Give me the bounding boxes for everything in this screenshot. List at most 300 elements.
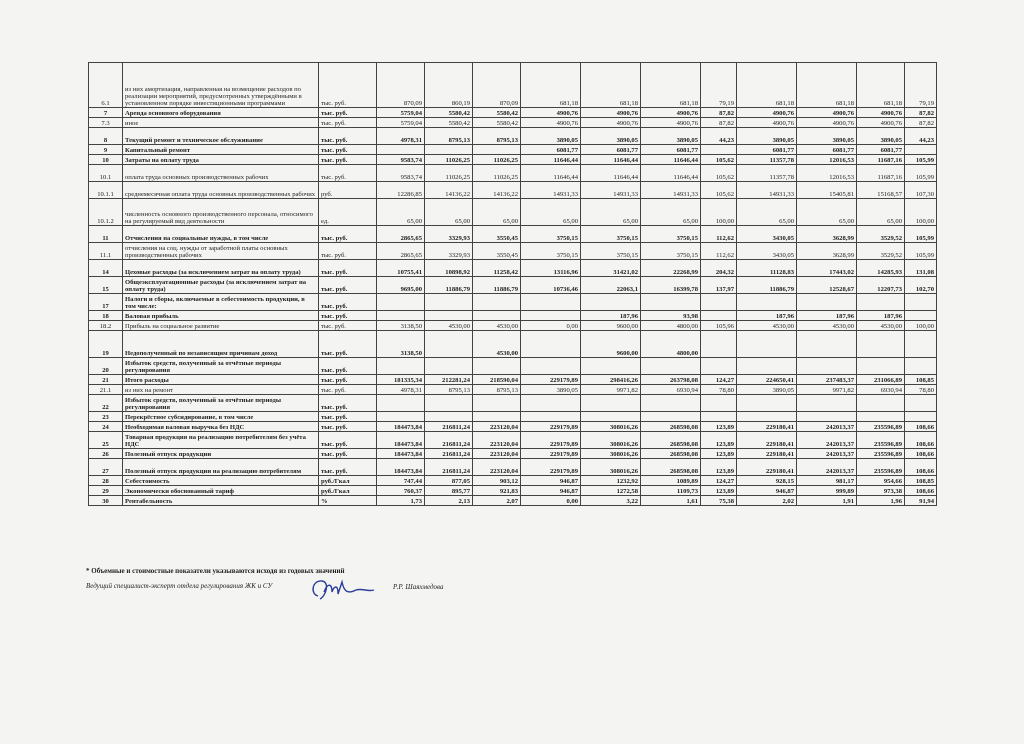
row-number: 26 xyxy=(89,449,123,459)
value-cell: 11026,25 xyxy=(425,155,473,165)
value-cell: 105,62 xyxy=(701,182,737,199)
value-cell: 112,62 xyxy=(701,226,737,243)
value-cell: 131,08 xyxy=(905,260,937,277)
value-cell: 11646,44 xyxy=(641,155,701,165)
value-cell: 14136,22 xyxy=(425,182,473,199)
table-row xyxy=(89,449,937,459)
value-cell xyxy=(581,294,641,311)
row-number: 21.1 xyxy=(89,385,123,395)
value-cell xyxy=(521,395,581,412)
row-number: 10.1.2 xyxy=(89,199,123,226)
value-cell: 3890,05 xyxy=(737,385,797,395)
row-number: 24 xyxy=(89,422,123,432)
value-cell: 3138,50 xyxy=(377,331,425,358)
value-cell: 11026,25 xyxy=(473,165,521,182)
value-cell: 2865,65 xyxy=(377,226,425,243)
value-cell: 108,66 xyxy=(905,422,937,432)
value-cell: 308016,26 xyxy=(581,422,641,432)
value-cell: 123,89 xyxy=(701,422,737,432)
value-cell: 1,96 xyxy=(857,496,905,506)
row-number: 20 xyxy=(89,358,123,375)
row-unit: тыс. руб. xyxy=(319,311,377,321)
value-cell: 15168,57 xyxy=(857,182,905,199)
value-cell: 11687,16 xyxy=(857,155,905,165)
footnote: * Объемные и стоимостные показатели указываются исходя из годовых значений xyxy=(86,567,345,575)
value-cell: 3750,15 xyxy=(521,243,581,260)
value-cell: 3430,05 xyxy=(737,243,797,260)
value-cell: 184473,84 xyxy=(377,422,425,432)
table-row xyxy=(89,277,937,294)
table-row xyxy=(89,321,937,331)
signer-position: Ведущий специалист-эксперт отдела регулирования ЖК и СУ xyxy=(86,582,273,590)
value-cell: 14931,33 xyxy=(521,182,581,199)
row-number: 15 xyxy=(89,277,123,294)
value-cell: 3750,15 xyxy=(581,243,641,260)
value-cell: 223120,04 xyxy=(473,449,521,459)
row-number: 27 xyxy=(89,459,123,476)
row-unit: тыс. руб. xyxy=(319,412,377,422)
table-row xyxy=(89,331,937,358)
value-cell: 10755,41 xyxy=(377,260,425,277)
row-unit: тыс. руб. xyxy=(319,155,377,165)
row-name: Текущий ремонт и техническое обслуживание xyxy=(123,128,319,145)
value-cell: 999,89 xyxy=(797,486,857,496)
row-unit: тыс. руб. xyxy=(319,375,377,385)
signature-image xyxy=(308,572,378,606)
value-cell: 187,96 xyxy=(581,311,641,321)
table-row xyxy=(89,486,937,496)
value-cell: 22268,99 xyxy=(641,260,701,277)
value-cell: 2,02 xyxy=(737,496,797,506)
value-cell: 946,87 xyxy=(737,486,797,496)
table-row xyxy=(89,422,937,432)
row-number: 28 xyxy=(89,476,123,486)
value-cell: 216811,24 xyxy=(425,449,473,459)
value-cell: 760,37 xyxy=(377,486,425,496)
value-cell: 6081,77 xyxy=(521,145,581,155)
value-cell xyxy=(905,331,937,358)
value-cell: 11646,44 xyxy=(521,165,581,182)
value-cell: 108,85 xyxy=(905,476,937,486)
row-unit: тыс. руб. xyxy=(319,118,377,128)
value-cell: 216811,24 xyxy=(425,432,473,449)
value-cell xyxy=(425,311,473,321)
row-number: 10.1 xyxy=(89,165,123,182)
value-cell: 11026,25 xyxy=(425,165,473,182)
row-name: Товарная продукция на реализацию потребителям без учёта НДС xyxy=(123,432,319,449)
row-number: 14 xyxy=(89,260,123,277)
value-cell xyxy=(797,412,857,422)
value-cell: 123,89 xyxy=(701,486,737,496)
value-cell xyxy=(425,331,473,358)
value-cell: 4978,31 xyxy=(377,128,425,145)
value-cell: 1089,89 xyxy=(641,476,701,486)
value-cell: 8795,13 xyxy=(473,385,521,395)
value-cell xyxy=(641,395,701,412)
value-cell xyxy=(473,311,521,321)
value-cell xyxy=(521,294,581,311)
row-number: 19 xyxy=(89,331,123,358)
value-cell: 3890,05 xyxy=(581,128,641,145)
value-cell: 229179,89 xyxy=(521,449,581,459)
row-number: 23 xyxy=(89,412,123,422)
value-cell: 65,00 xyxy=(521,199,581,226)
row-unit: тыс. руб. xyxy=(319,422,377,432)
value-cell: 981,17 xyxy=(797,476,857,486)
value-cell: 12016,53 xyxy=(797,155,857,165)
value-cell: 6081,77 xyxy=(581,145,641,155)
row-name: отчисления на соц. нужды от заработной платы основных производственных рабочих xyxy=(123,243,319,260)
value-cell: 4530,00 xyxy=(797,321,857,331)
value-cell xyxy=(377,412,425,422)
row-number: 17 xyxy=(89,294,123,311)
value-cell: 3,22 xyxy=(581,496,641,506)
value-cell: 123,89 xyxy=(701,449,737,459)
value-cell: 870,09 xyxy=(473,63,521,108)
row-unit: руб. xyxy=(319,182,377,199)
value-cell xyxy=(797,395,857,412)
value-cell: 93,98 xyxy=(641,311,701,321)
value-cell: 108,66 xyxy=(905,449,937,459)
value-cell: 946,87 xyxy=(521,486,581,496)
value-cell xyxy=(521,311,581,321)
value-cell: 11128,83 xyxy=(737,260,797,277)
value-cell: 928,15 xyxy=(737,476,797,486)
table-row xyxy=(89,385,937,395)
value-cell: 5580,42 xyxy=(473,118,521,128)
value-cell xyxy=(701,358,737,375)
value-cell: 3138,50 xyxy=(377,321,425,331)
value-cell xyxy=(377,358,425,375)
value-cell: 108,66 xyxy=(905,486,937,496)
row-name: Валовая прибыль xyxy=(123,311,319,321)
value-cell xyxy=(701,311,737,321)
value-cell: 3329,93 xyxy=(425,243,473,260)
row-number: 8 xyxy=(89,128,123,145)
value-cell: 8795,13 xyxy=(425,128,473,145)
table-row xyxy=(89,375,937,385)
value-cell: 65,00 xyxy=(425,199,473,226)
value-cell xyxy=(857,395,905,412)
value-cell: 4530,00 xyxy=(425,321,473,331)
value-cell: 3890,05 xyxy=(521,385,581,395)
value-cell: 187,96 xyxy=(857,311,905,321)
value-cell: 204,32 xyxy=(701,260,737,277)
value-cell: 895,77 xyxy=(425,486,473,496)
value-cell: 75,38 xyxy=(701,496,737,506)
value-cell: 15405,81 xyxy=(797,182,857,199)
row-number: 22 xyxy=(89,395,123,412)
value-cell xyxy=(425,145,473,155)
value-cell xyxy=(797,331,857,358)
value-cell: 3750,15 xyxy=(641,243,701,260)
value-cell: 12286,85 xyxy=(377,182,425,199)
value-cell xyxy=(425,412,473,422)
value-cell: 78,80 xyxy=(701,385,737,395)
row-unit: тыс. руб. xyxy=(319,277,377,294)
value-cell: 1,61 xyxy=(641,496,701,506)
value-cell: 6081,77 xyxy=(737,145,797,155)
value-cell: 4900,76 xyxy=(797,108,857,118)
value-cell: 87,82 xyxy=(905,118,937,128)
table-row xyxy=(89,459,937,476)
row-unit: тыс. руб. xyxy=(319,63,377,108)
value-cell: 870,09 xyxy=(377,63,425,108)
value-cell: 229179,89 xyxy=(521,459,581,476)
row-name: иное xyxy=(123,118,319,128)
value-cell xyxy=(737,395,797,412)
value-cell xyxy=(521,412,581,422)
value-cell: 187,96 xyxy=(797,311,857,321)
value-cell: 229180,41 xyxy=(737,422,797,432)
value-cell: 3890,05 xyxy=(797,128,857,145)
value-cell: 4900,76 xyxy=(737,108,797,118)
table-row xyxy=(89,118,937,128)
value-cell: 235596,89 xyxy=(857,449,905,459)
value-cell: 9971,82 xyxy=(581,385,641,395)
value-cell: 3750,15 xyxy=(581,226,641,243)
value-cell: 44,23 xyxy=(701,128,737,145)
value-cell xyxy=(701,412,737,422)
row-number: 25 xyxy=(89,432,123,449)
value-cell: 31421,02 xyxy=(581,260,641,277)
row-unit: тыс. руб. xyxy=(319,459,377,476)
row-name: Отчисления на социальные нужды, в том числе xyxy=(123,226,319,243)
value-cell: 4900,76 xyxy=(521,118,581,128)
value-cell: 11886,79 xyxy=(425,277,473,294)
value-cell xyxy=(473,294,521,311)
row-unit: тыс. руб. xyxy=(319,395,377,412)
value-cell: 298416,26 xyxy=(581,375,641,385)
value-cell xyxy=(473,412,521,422)
value-cell: 921,83 xyxy=(473,486,521,496)
row-number: 18 xyxy=(89,311,123,321)
value-cell xyxy=(905,395,937,412)
value-cell: 229180,41 xyxy=(737,432,797,449)
value-cell: 2,13 xyxy=(425,496,473,506)
value-cell: 3430,05 xyxy=(737,226,797,243)
value-cell: 124,27 xyxy=(701,375,737,385)
value-cell xyxy=(905,358,937,375)
value-cell: 123,89 xyxy=(701,432,737,449)
value-cell xyxy=(737,294,797,311)
value-cell: 6930,94 xyxy=(857,385,905,395)
value-cell: 223120,04 xyxy=(473,432,521,449)
row-number: 10.1.1 xyxy=(89,182,123,199)
row-unit: % xyxy=(319,496,377,506)
value-cell: 681,18 xyxy=(737,63,797,108)
row-unit: тыс. руб. xyxy=(319,243,377,260)
value-cell: 6081,77 xyxy=(797,145,857,155)
value-cell: 123,89 xyxy=(701,459,737,476)
value-cell: 9971,82 xyxy=(797,385,857,395)
value-cell: 4900,76 xyxy=(797,118,857,128)
value-cell xyxy=(905,412,937,422)
value-cell: 78,80 xyxy=(905,385,937,395)
table-row xyxy=(89,311,937,321)
row-unit: тыс. руб. xyxy=(319,321,377,331)
value-cell: 1232,92 xyxy=(581,476,641,486)
row-number: 6.1 xyxy=(89,63,123,108)
value-cell: 3750,15 xyxy=(641,226,701,243)
value-cell: 4900,76 xyxy=(857,118,905,128)
value-cell: 1109,73 xyxy=(641,486,701,496)
table-row xyxy=(89,243,937,260)
value-cell: 22063,1 xyxy=(581,277,641,294)
row-unit: тыс. руб. xyxy=(319,108,377,118)
value-cell xyxy=(377,311,425,321)
value-cell: 877,05 xyxy=(425,476,473,486)
value-cell: 105,99 xyxy=(905,165,937,182)
value-cell: 231066,89 xyxy=(857,375,905,385)
value-cell: 2865,65 xyxy=(377,243,425,260)
row-number: 7 xyxy=(89,108,123,118)
value-cell: 4800,00 xyxy=(641,331,701,358)
value-cell: 5580,42 xyxy=(473,108,521,118)
value-cell: 681,18 xyxy=(581,63,641,108)
value-cell: 6081,77 xyxy=(641,145,701,155)
value-cell: 9583,74 xyxy=(377,165,425,182)
table-row xyxy=(89,226,937,243)
row-unit: тыс. руб. xyxy=(319,449,377,459)
value-cell: 181335,34 xyxy=(377,375,425,385)
value-cell: 184473,84 xyxy=(377,449,425,459)
row-name: Капитальный ремонт xyxy=(123,145,319,155)
row-name: Налоги и сборы, включаемые в себестоимость продукции, в том числе: xyxy=(123,294,319,311)
signer-name: Р.Р. Шаяхмедова xyxy=(393,583,444,591)
value-cell xyxy=(377,145,425,155)
row-name: из них амортизация, направленная на возмещение расходов по реализации мероприятий, предусмотренных утверждёнными в установленном порядке инвестиционными программами xyxy=(123,63,319,108)
table-row xyxy=(89,182,937,199)
row-name: Себестоимость xyxy=(123,476,319,486)
value-cell: 4978,31 xyxy=(377,385,425,395)
value-cell: 13116,96 xyxy=(521,260,581,277)
value-cell: 2,07 xyxy=(473,496,521,506)
value-cell: 107,30 xyxy=(905,182,937,199)
row-name: Аренда основного оборудования xyxy=(123,108,319,118)
value-cell: 65,00 xyxy=(377,199,425,226)
value-cell: 3529,52 xyxy=(857,226,905,243)
value-cell xyxy=(857,358,905,375)
value-cell: 65,00 xyxy=(473,199,521,226)
value-cell: 4530,00 xyxy=(737,321,797,331)
value-cell xyxy=(473,358,521,375)
value-cell xyxy=(641,294,701,311)
value-cell xyxy=(473,145,521,155)
value-cell: 4900,76 xyxy=(857,108,905,118)
row-number: 9 xyxy=(89,145,123,155)
value-cell: 308016,26 xyxy=(581,459,641,476)
row-unit: тыс. руб. xyxy=(319,145,377,155)
table-row xyxy=(89,294,937,311)
value-cell: 11357,78 xyxy=(737,155,797,165)
row-name: Цеховые расходы (за исключением затрат на оплату труда) xyxy=(123,260,319,277)
value-cell: 3628,99 xyxy=(797,243,857,260)
table-row xyxy=(89,395,937,412)
table-row xyxy=(89,128,937,145)
value-cell xyxy=(521,331,581,358)
value-cell xyxy=(377,395,425,412)
value-cell: 4530,00 xyxy=(857,321,905,331)
row-number: 7.3 xyxy=(89,118,123,128)
value-cell: 4900,76 xyxy=(581,108,641,118)
table-row xyxy=(89,63,937,108)
row-name: Избыток средств, полученный за отчётные периоды регулирования xyxy=(123,358,319,375)
value-cell: 105,99 xyxy=(905,226,937,243)
value-cell: 108,66 xyxy=(905,432,937,449)
value-cell: 3628,99 xyxy=(797,226,857,243)
value-cell: 5759,04 xyxy=(377,118,425,128)
value-cell: 308016,26 xyxy=(581,432,641,449)
value-cell: 3890,05 xyxy=(857,128,905,145)
value-cell: 860,19 xyxy=(425,63,473,108)
table-row xyxy=(89,108,937,118)
table-row xyxy=(89,260,937,277)
row-name: Полезный отпуск продукции xyxy=(123,449,319,459)
row-number: 18.2 xyxy=(89,321,123,331)
value-cell: 747,44 xyxy=(377,476,425,486)
row-name: Перекрёстное субсидирование, в том числе xyxy=(123,412,319,422)
row-name: Недополученный по независящим причинам доход xyxy=(123,331,319,358)
value-cell: 242013,37 xyxy=(797,459,857,476)
row-unit: тыс. руб. xyxy=(319,432,377,449)
value-cell: 65,00 xyxy=(641,199,701,226)
value-cell: 263798,08 xyxy=(641,375,701,385)
value-cell: 14285,93 xyxy=(857,260,905,277)
row-unit: ед. xyxy=(319,199,377,226)
row-unit: тыс. руб. xyxy=(319,294,377,311)
value-cell: 11258,42 xyxy=(473,260,521,277)
value-cell: 11026,25 xyxy=(473,155,521,165)
row-name: оплата труда основных производственных рабочих xyxy=(123,165,319,182)
value-cell: 108,85 xyxy=(905,375,937,385)
value-cell: 100,00 xyxy=(905,321,937,331)
value-cell xyxy=(377,294,425,311)
value-cell: 9600,00 xyxy=(581,331,641,358)
value-cell: 108,66 xyxy=(905,459,937,476)
value-cell: 681,18 xyxy=(857,63,905,108)
value-cell: 10898,92 xyxy=(425,260,473,277)
value-cell: 268598,08 xyxy=(641,459,701,476)
value-cell xyxy=(581,358,641,375)
value-cell: 229179,89 xyxy=(521,432,581,449)
value-cell xyxy=(581,395,641,412)
row-unit: руб./Гкал xyxy=(319,486,377,496)
value-cell: 237483,37 xyxy=(797,375,857,385)
value-cell: 5580,42 xyxy=(425,118,473,128)
value-cell: 65,00 xyxy=(857,199,905,226)
value-cell: 79,19 xyxy=(701,63,737,108)
value-cell: 17443,02 xyxy=(797,260,857,277)
value-cell: 308016,26 xyxy=(581,449,641,459)
value-cell: 224650,41 xyxy=(737,375,797,385)
value-cell: 10736,46 xyxy=(521,277,581,294)
value-cell xyxy=(857,331,905,358)
value-cell: 14136,22 xyxy=(473,182,521,199)
value-cell: 268598,08 xyxy=(641,432,701,449)
value-cell: 1,73 xyxy=(377,496,425,506)
value-cell: 235596,89 xyxy=(857,422,905,432)
value-cell: 87,82 xyxy=(905,108,937,118)
row-number: 30 xyxy=(89,496,123,506)
value-cell: 91,94 xyxy=(905,496,937,506)
row-name: Общеэксплуатационные расходы (за исключением затрат на оплату труда) xyxy=(123,277,319,294)
value-cell xyxy=(473,395,521,412)
value-cell: 223120,04 xyxy=(473,459,521,476)
value-cell: 4530,00 xyxy=(473,331,521,358)
value-cell: 8795,13 xyxy=(473,128,521,145)
row-name: Рентабельность xyxy=(123,496,319,506)
